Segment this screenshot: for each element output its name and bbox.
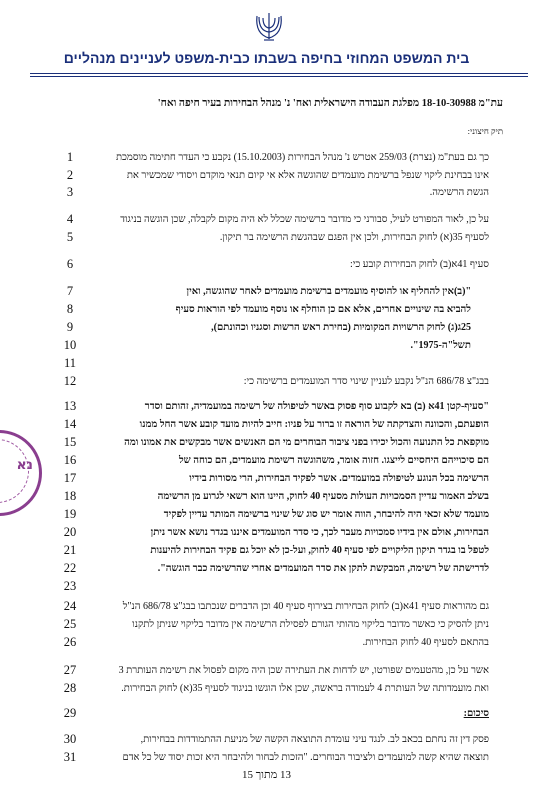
quote-line: "(ב)אין להחליף או להוסיף מועמדים ברשימת מועמדים לאחר שהוגשה, ואין <box>186 286 471 297</box>
line-number: 10 <box>63 338 77 352</box>
line-number: 26 <box>63 635 77 649</box>
text-line: ואת מועמדותה של העותרת 4 לעמודה בראשה, שכן אלו הוגשו בניגוד לסעיף 35(א) לחוק הבחירות. <box>121 683 489 694</box>
text-line: סעיף 41א(ב) לחוק הבחירות קובע כי: <box>350 259 489 270</box>
header-divider-secondary <box>30 76 528 77</box>
line-number: 31 <box>63 750 77 764</box>
text-line: ניתן להסיק כי כאשר מדובר בליקוי מהותי הגורם לפסילת הרשימה אין מדובר בליקוי שניתן לתקנו <box>132 619 489 630</box>
line-number: 20 <box>63 525 77 539</box>
line-number: 19 <box>63 507 77 521</box>
text-line: בהתאם לסעיף 40 לחוק הבחירות. <box>362 637 489 648</box>
quote-line: הופעתם, והכוונה והצדקתה של הוראה זו ברור על פניו: חייב להיות מועד קובע אשר החל ממנו <box>139 419 489 430</box>
line-number: 8 <box>66 302 74 316</box>
text-line: תוצאה שהיא קשה למועמדים ולציבור הבוחרים. "הזכות לבחור ולהיבחר היא זכות יסוד של כל אדם <box>122 752 489 763</box>
quote-line: 25ג(ג) לחוק הרשויות המקומיות (בחירת ראש הרשות וסגניו וכהונתם), <box>211 322 471 333</box>
text-line: הגשת הרשימה. <box>429 187 489 198</box>
line-number: 6 <box>66 257 74 271</box>
line-number: 14 <box>63 417 77 431</box>
line-number: 1 <box>66 150 74 164</box>
quote-line: מועמד שלא זכאי היה להיבחר, הווה אומר יש סוג של שינוי ברשימה המותר עדיין לפקיד <box>163 509 489 520</box>
text-line: אינו בבחינת ליקוי שנפל ברשימת מועמדים שהוגשה אלא אי קיום תנאי מוקדם ויסודי שמכשיר את <box>126 170 489 181</box>
court-name: בית המשפט המחוזי בחיפה בשבתו כבית-משפט לעניינים מנהליים <box>63 50 470 66</box>
line-number: 18 <box>63 489 77 503</box>
line-number: 13 <box>63 399 77 413</box>
page-number: 13 מתוך 15 <box>242 769 291 781</box>
line-number: 17 <box>63 471 77 485</box>
court-stamp <box>0 430 42 516</box>
state-emblem-icon <box>254 10 284 44</box>
case-title: עת"מ 18-10-30988 מפלגת העבודה הישראלית ואח' נ' מנהל הבחירות בעיר חיפה ואח' <box>157 98 503 109</box>
text-line: על כן, לאור המפורט לעיל, סבורני כי מדובר ברשימה שכלל לא היה מקום לקבלה, שכן הוגשה בניגוד <box>120 214 489 225</box>
quote-line: בשלב האמור עדיין הסמכויות העולות מסעיף 40 לחוק, היינו הוא רשאי לגרוע מן הרשימה <box>157 491 489 502</box>
line-number: 5 <box>66 230 74 244</box>
line-number: 29 <box>63 706 77 720</box>
line-number: 2 <box>66 168 74 182</box>
line-number: 3 <box>66 185 74 199</box>
line-number: 9 <box>66 320 74 334</box>
line-number: 15 <box>63 435 77 449</box>
quote-line: "סעיף-קטן 41א (ב) בא לקבוע סוף פסוק באשר לטיפולה של רשימה במועמדיה, זהותם וסדר <box>144 401 489 412</box>
quote-line: להביא בה שינויים אחרים, אלא אם כן הוחלף או נוסף מועמד לפי הוראות סעיף <box>175 304 471 315</box>
line-number: 11 <box>63 356 77 370</box>
line-number: 22 <box>63 561 77 575</box>
text-line: פסק דין זה נחתם בכאב לב. לנגד עיני עומדת התוצאה הקשה של מניעת ההתמודדות בבחירות, <box>140 734 489 745</box>
line-number: 7 <box>66 284 74 298</box>
text-line: בבג"צ 686/78 הנ"ל נקבע לעניין שינוי סדר המועמדים ברשימה כי: <box>243 376 489 387</box>
text-line: גם מהוראות סעיף 41א(ב) לחוק הבחירות בצירוף סעיף 40 וכן הדברים שנכתבו בבג"צ 686/78 הנ"ל <box>122 601 489 612</box>
line-number: 30 <box>63 732 77 746</box>
stamp-text: נא <box>16 457 33 473</box>
text-line: אשר על כן, מהטעמים שפורטו, יש לדחות את העתירה שכן היה מקום לפסול את רשימת העותרת 3 <box>118 665 489 676</box>
section-heading: סיכום: <box>463 708 489 719</box>
quote-line: מוקפאת כל התנועה והכול יכירו בפני ציבור הבוחרים מי הם האנשים אשר מבקשים את אמונו ומה <box>124 437 489 448</box>
line-number: 16 <box>63 453 77 467</box>
line-number: 28 <box>63 681 77 695</box>
quote-line: לדרישתה של רשימה, המבקשת לתקן את סדר המועמדים אחרי שהרשימה כבר הוגשה". <box>157 563 489 574</box>
line-number: 24 <box>63 599 77 613</box>
quote-line: הבחירות, אולם אין בידיו סמכויות מעבר לכך, כי סדר המועמדים איננו בגדר נושא אשר ניתן <box>150 527 489 538</box>
line-number: 27 <box>63 663 77 677</box>
text-line: כך גם בעת"מ (נצרת) 259/03 אטרש נ' מנהל הבחירות (15.10.2003) נקבע כי העדר חתימה מוסמכת <box>115 152 489 163</box>
quote-line: תשל"ה-1975". <box>410 340 471 351</box>
quote-line: הרשימה בכל הנוגע לטיפולה במועמדים. אשר לפקיד הבחירות, הרי מסורות בידיו <box>189 473 489 484</box>
text-line: לסעיף 35(א) לחוק הבחירות, ולכן אין הפגם שבהגשת הרשימה בר תיקון. <box>219 232 489 243</box>
header-divider <box>30 73 528 74</box>
line-number: 21 <box>63 543 77 557</box>
quote-line: לטפל בו בגדר תיקון הליקויים לפי סעיף 40 לחוק, ועל-כן לא יוכל גם פקיד הבחירות להיענות <box>150 545 489 556</box>
line-number: 25 <box>63 617 77 631</box>
case-subtitle: תיק חיצוני: <box>467 126 503 136</box>
line-number: 4 <box>66 212 74 226</box>
line-number: 12 <box>63 374 77 388</box>
quote-line: הם סיכוייהם היחסיים לייצגו. חזוה אומר, משהוגשה רשימת מועמדים, הם כוחה של <box>178 455 489 466</box>
line-number: 23 <box>63 579 77 593</box>
